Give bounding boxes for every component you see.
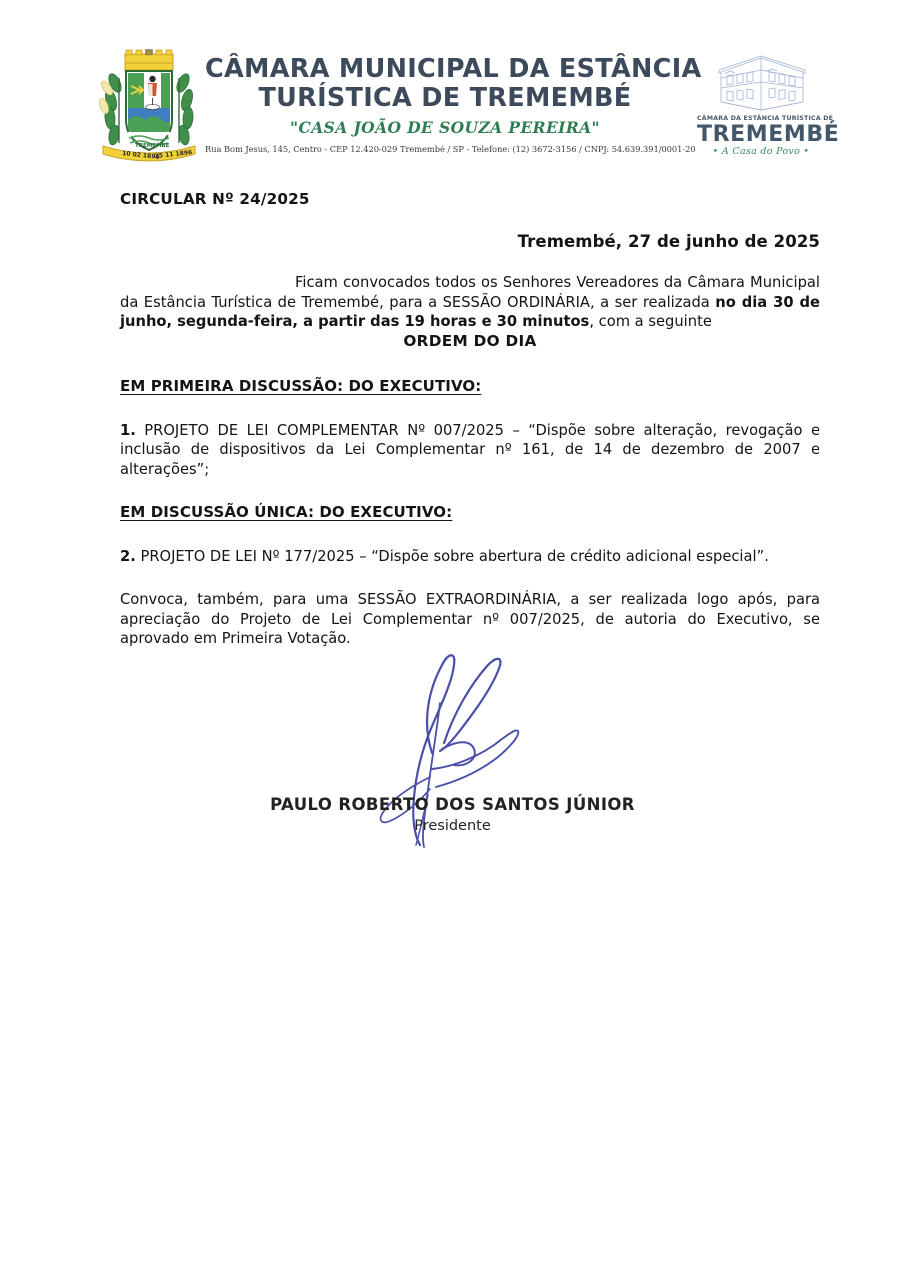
convocation-text-part1: Ficam convocados todos os Senhores Vereadores da Câmara Municipal da Estância Turística de Tremembé, para a SESSÃO ORDINÁRIA, a ser realizada [120,274,820,311]
agenda-item-1-number: 1. [120,421,136,439]
convocation-text-part2: , com a seguinte [589,313,712,330]
signatory-role: Presidente [414,818,491,834]
institution-subtitle: "CASA JOÃO DE SOUZA PEREIRA" [289,118,600,137]
circular-number: CIRCULAR Nº 24/2025 [120,190,310,208]
convocation-paragraph [120,273,820,332]
header-title-block [205,54,702,137]
convocation-session-datetime: no dia 30 de junho, segunda-feira, a partir das 19 horas e 30 minutos [120,293,820,330]
agenda-item-2 [120,547,820,567]
extraordinary-session-paragraph: Convoca, também, para uma SESSÃO EXTRAORDINÁRIA, a ser realizada logo após, para apreciação do Projeto de Lei Complementar nº 007/2025, de autoria do Executivo, se aprovado em Primeira Votação. [120,591,820,647]
section-heading-first-discussion: EM PRIMEIRA DISCUSSÃO: DO EXECUTIVO: [120,377,482,395]
svg-text:TREMEMBÉ: TREMEMBÉ [135,143,170,149]
institution-address: Rua Bom Jesus, 145, Centro - CEP 12.420-029 Tremembé / SP - Telefone: (12) 3672-3156 / CNPJ: 54.639.391/0001-20 [205,144,696,154]
agenda-item-2-text: PROJETO DE LEI Nº 177/2025 – “Dispõe sobre abertura de crédito adicional especial”. [135,547,769,565]
agenda-title: ORDEM DO DIA [403,331,537,350]
signatory-name: PAULO ROBERTO DOS SANTOS JÚNIOR [270,795,635,814]
svg-text:10 02 1896: 10 02 1896 [121,150,160,161]
document-body [120,190,820,649]
agenda-item-1 [120,421,820,480]
svg-text:25 11 1896: 25 11 1896 [154,149,193,160]
coat-of-arms-icon [95,48,203,166]
document-header [0,0,905,175]
logo-city-name: TREMEMBÉ [697,122,840,147]
logo-slogan: • A Casa do Povo • [712,146,810,157]
institution-title-line1: CÂMARA MUNICIPAL DA ESTÂNCIA [205,54,702,84]
building-sketch-icon [703,52,819,114]
agenda-item-2-number: 2. [120,547,136,565]
signature-block [0,645,905,855]
document-date: Tremembé, 27 de junho de 2025 [517,231,820,251]
camara-logo [697,52,840,157]
agenda-item-1-text: PROJETO DE LEI COMPLEMENTAR Nº 007/2025 – “Dispõe sobre alteração, revogação e inclusão de dispositivos da Lei Complementar nº 161, de 14 de dezembro de 2007 e alterações”; [120,421,820,478]
section-heading-single-discussion: EM DISCUSSÃO ÚNICA: DO EXECUTIVO: [120,503,453,521]
logo-caption-top: CÂMARA DA ESTÂNCIA TURÍSTICA DE [697,115,834,122]
institution-title-line2: TURÍSTICA DE TREMEMBÉ [258,83,632,113]
